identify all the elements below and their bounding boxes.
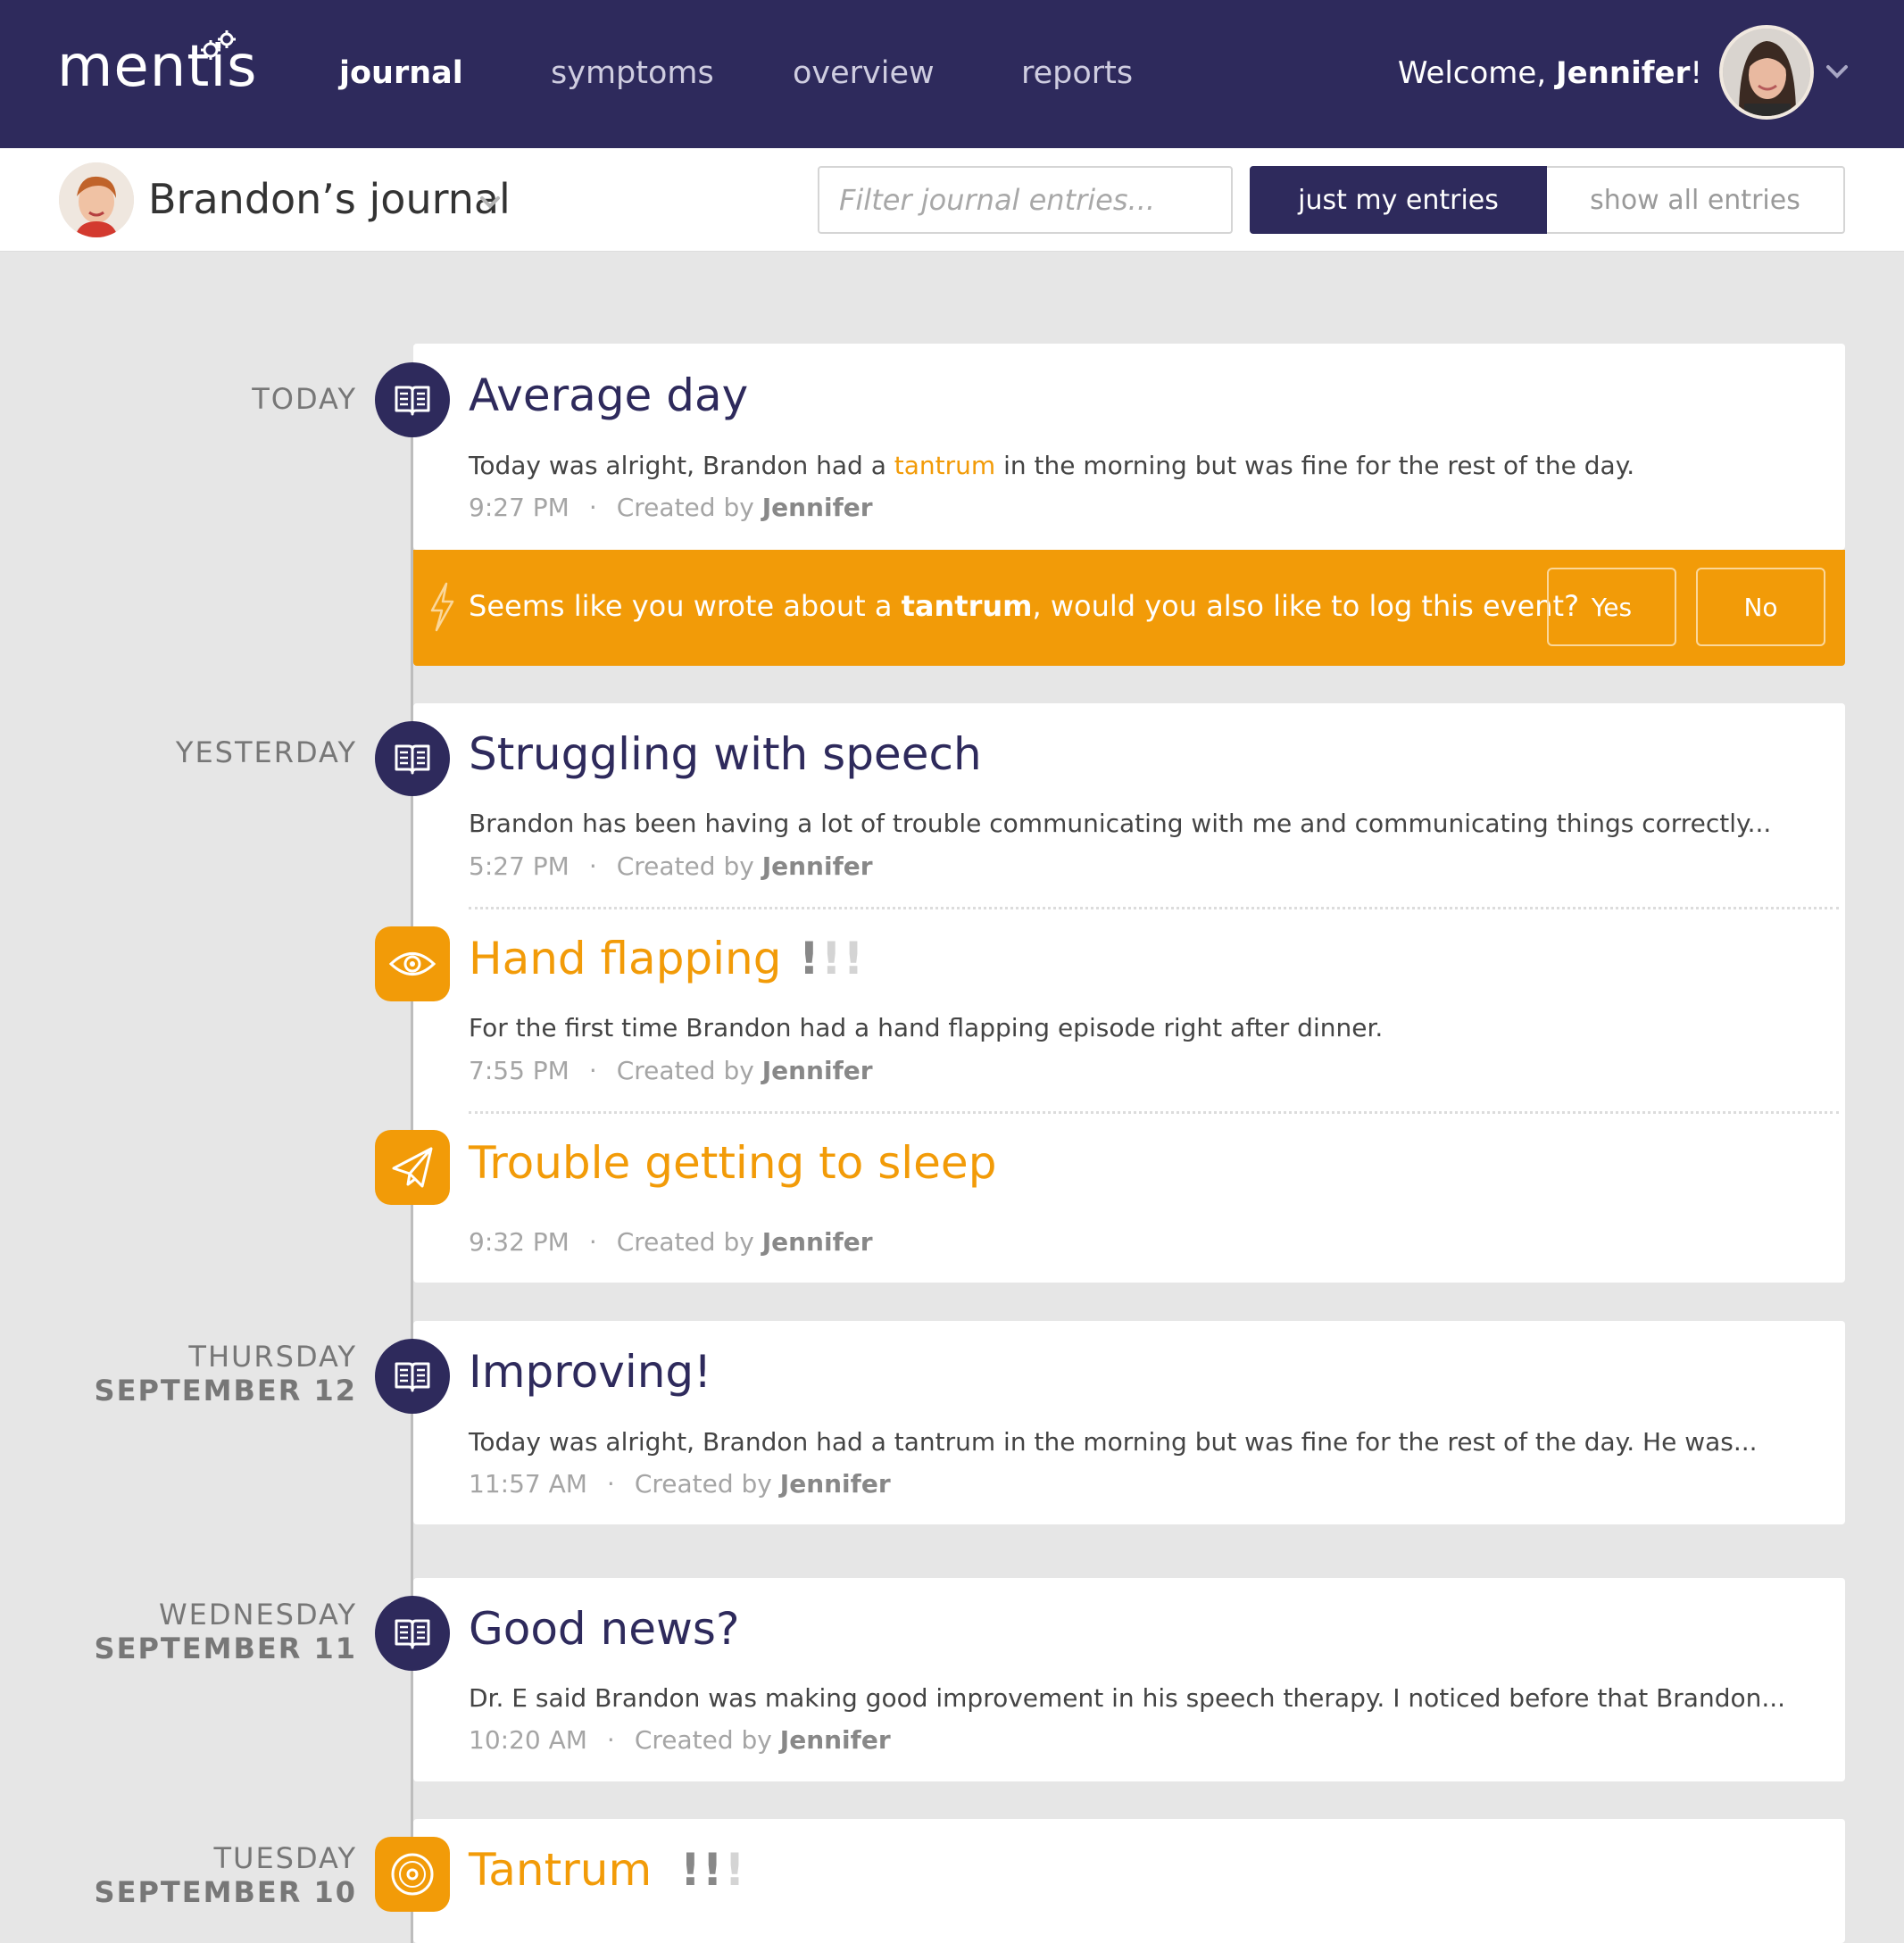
severity-mark-inactive: ! <box>724 1844 747 1896</box>
day-weekday: TUESDAY <box>213 1841 357 1875</box>
eye-icon <box>375 926 450 1001</box>
welcome-message <box>1398 55 1702 91</box>
entry-body-text: Today was alright, Brandon had a <box>469 451 894 480</box>
journal-title[interactable]: Brandon’s journal <box>148 175 511 223</box>
welcome-suffix: ! <box>1690 55 1702 91</box>
filter-input[interactable] <box>818 166 1233 234</box>
severity-indicator <box>799 933 865 984</box>
nav-reports[interactable]: reports <box>1021 55 1134 91</box>
book-icon <box>375 721 450 796</box>
entry-title[interactable]: Trouble getting to sleep <box>469 1137 997 1189</box>
entry-meta <box>469 851 873 881</box>
meta-separator: · <box>606 1469 615 1499</box>
entry-author: Jennifer <box>761 493 873 522</box>
entry-title[interactable]: Hand flapping <box>469 933 782 984</box>
entry-title[interactable]: Improving! <box>469 1346 712 1398</box>
severity-mark-active: ! <box>799 933 821 984</box>
chevron-down-icon[interactable] <box>478 195 502 211</box>
nav-overview[interactable]: overview <box>793 55 935 91</box>
mentis-logo[interactable] <box>57 34 258 100</box>
day-weekday: THURSDAY <box>188 1340 357 1374</box>
entry-keyword-highlight[interactable]: tantrum <box>894 451 996 480</box>
entry-body: Dr. E said Brandon was making good improvement in his speech therapy. I noticed before that Brandon... <box>469 1683 1786 1713</box>
welcome-prefix: Welcome, <box>1397 55 1556 91</box>
suggestion-keyword: tantrum <box>901 589 1033 623</box>
chevron-down-icon[interactable] <box>1825 62 1850 80</box>
entry-divider <box>469 1111 1839 1114</box>
vinyl-record-icon <box>375 1837 450 1912</box>
entry-author: Jennifer <box>761 1056 873 1085</box>
book-icon <box>375 362 450 437</box>
day-date: SEPTEMBER 12 <box>94 1374 357 1407</box>
created-by-label: Created by <box>616 1227 754 1257</box>
user-photo <box>1723 29 1810 116</box>
day-label-today <box>252 382 357 416</box>
severity-indicator <box>680 1844 746 1896</box>
day-date: SEPTEMBER 11 <box>94 1632 357 1665</box>
user-avatar[interactable] <box>1719 25 1814 120</box>
severity-mark-active: !! <box>680 1844 725 1896</box>
suggestion-text-part: , would you also like to log this event? <box>1032 589 1580 623</box>
entry-time: 7:55 PM <box>469 1056 570 1085</box>
entry-body: For the first time Brandon had a hand flapping episode right after dinner. <box>469 1013 1384 1042</box>
entry-body: Today was alright, Brandon had a tantrum in the morning but was fine for the rest of the day. He was... <box>469 1427 1758 1457</box>
paper-plane-icon <box>375 1130 450 1205</box>
entry-time: 9:27 PM <box>469 493 570 522</box>
entry-title[interactable]: Average day <box>469 370 749 421</box>
entry-author: Jennifer <box>779 1469 891 1499</box>
entry-title[interactable]: Good news? <box>469 1603 740 1655</box>
day-date: SEPTEMBER 10 <box>94 1875 357 1909</box>
yes-button[interactable]: Yes <box>1547 568 1676 646</box>
entry-meta <box>469 1469 891 1499</box>
suggestion-text <box>469 589 1579 623</box>
gears-icon <box>198 30 237 62</box>
meta-separator: · <box>588 1227 597 1257</box>
book-icon <box>375 1596 450 1671</box>
child-avatar[interactable] <box>59 162 134 237</box>
created-by-label: Created by <box>634 1725 772 1755</box>
entry-meta <box>469 493 873 522</box>
day-label-sep12 <box>95 1340 357 1407</box>
entry-body: Brandon has been having a lot of trouble communicating with me and communicating things correctly... <box>469 809 1772 838</box>
entry-meta <box>469 1227 873 1257</box>
book-icon <box>375 1339 450 1414</box>
created-by-label: Created by <box>634 1469 772 1499</box>
day-label-text: YESTERDAY <box>175 735 357 769</box>
day-entries-card <box>413 703 1845 1283</box>
nav-symptoms[interactable]: symptoms <box>551 55 714 91</box>
entry-divider <box>469 907 1839 909</box>
day-label-yesterday <box>176 735 357 769</box>
entry-body <box>469 451 1634 480</box>
nav-journal[interactable]: journal <box>339 55 463 91</box>
suggestion-text-part: Seems like you wrote about a <box>469 589 902 623</box>
meta-separator: · <box>588 851 597 881</box>
entry-title[interactable]: Tantrum <box>469 1844 653 1896</box>
child-photo <box>59 162 134 237</box>
created-by-label: Created by <box>616 493 754 522</box>
entry-meta <box>469 1725 891 1755</box>
entry-time: 11:57 AM <box>469 1469 587 1499</box>
lightning-icon <box>428 582 455 632</box>
user-name: Jennifer <box>1555 55 1691 91</box>
meta-separator: · <box>588 493 597 522</box>
meta-separator: · <box>588 1056 597 1085</box>
no-button[interactable]: No <box>1696 568 1825 646</box>
entry-body-text: in the morning but was fine for the rest of the day. <box>995 451 1635 480</box>
entry-author: Jennifer <box>779 1725 891 1755</box>
just-my-entries-button[interactable]: just my entries <box>1250 166 1547 234</box>
entry-author: Jennifer <box>761 1227 873 1257</box>
entry-time: 10:20 AM <box>469 1725 587 1755</box>
entry-time: 9:32 PM <box>469 1227 570 1257</box>
day-weekday: WEDNESDAY <box>159 1598 357 1632</box>
created-by-label: Created by <box>616 1056 754 1085</box>
entry-time: 5:27 PM <box>469 851 570 881</box>
entry-meta <box>469 1056 873 1085</box>
entry-author: Jennifer <box>761 851 873 881</box>
show-all-entries-button[interactable]: show all entries <box>1547 166 1845 234</box>
entry-title[interactable]: Struggling with speech <box>469 728 982 780</box>
day-label-sep11 <box>95 1598 357 1665</box>
created-by-label: Created by <box>616 851 754 881</box>
meta-separator: · <box>606 1725 615 1755</box>
severity-mark-inactive: !! <box>820 933 866 984</box>
day-label-sep10 <box>95 1841 357 1909</box>
day-label-text: TODAY <box>252 382 357 416</box>
logo-text: mentis <box>57 34 258 100</box>
